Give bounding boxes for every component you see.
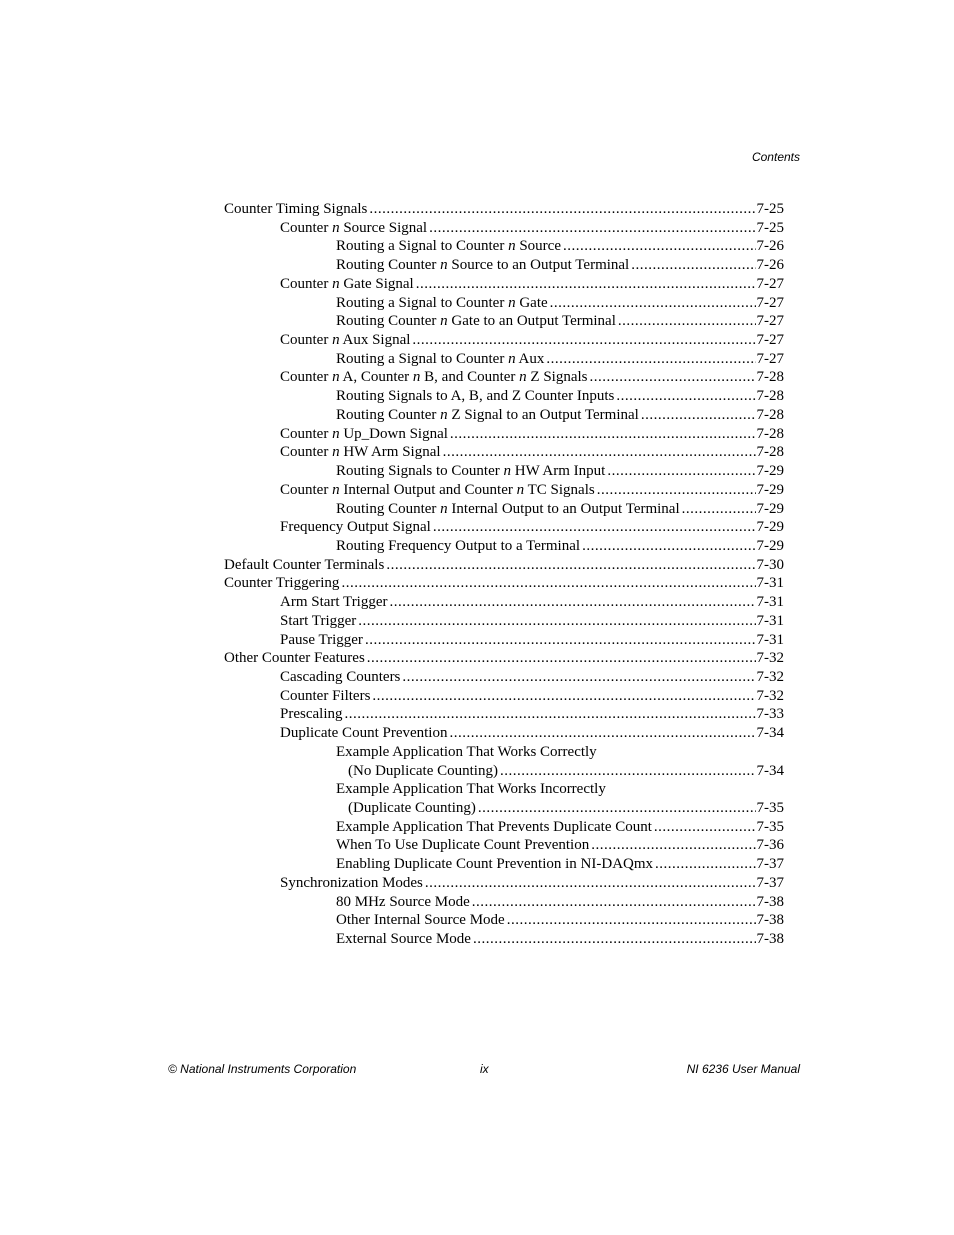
toc-leader-dots xyxy=(344,705,755,724)
toc-page-number: 7-27 xyxy=(756,350,784,367)
toc-entry[interactable] xyxy=(336,836,784,855)
toc-leader-dots xyxy=(500,762,756,781)
toc-leader-dots xyxy=(654,818,756,837)
toc-leader-dots xyxy=(341,574,755,593)
toc-entry[interactable] xyxy=(336,387,784,406)
toc-entry[interactable] xyxy=(280,275,784,294)
toc-page-number: 7-29 xyxy=(756,463,784,480)
toc-leader-dots xyxy=(367,649,756,668)
toc-page-number: 7-28 xyxy=(756,406,784,423)
toc-page-number: 7-29 xyxy=(756,519,784,536)
toc-leader-dots xyxy=(386,556,755,575)
toc-leader-dots xyxy=(590,368,756,387)
toc-page-number: 7-34 xyxy=(756,725,784,742)
toc-entry-title: Routing Counter n Source to an Output Terminal xyxy=(336,257,630,274)
toc-entry-title: Example Application That Prevents Duplicate Count xyxy=(336,818,652,835)
toc-entry[interactable] xyxy=(336,743,784,762)
toc-entry[interactable] xyxy=(336,294,784,313)
toc-leader-dots xyxy=(365,631,756,650)
toc-entry-title: Other Counter Features xyxy=(224,650,365,667)
toc-leader-dots xyxy=(591,836,755,855)
toc-page-number: 7-38 xyxy=(756,912,784,929)
toc-page-number: 7-28 xyxy=(756,369,784,386)
toc-page-number: 7-31 xyxy=(756,594,784,611)
toc-entry-title: Routing Counter n Gate to an Output Terminal xyxy=(336,313,616,330)
toc-page-number: 7-37 xyxy=(756,856,784,873)
toc-entry-title: Duplicate Count Prevention xyxy=(280,725,448,742)
toc-leader-dots xyxy=(443,443,756,462)
toc-page-number: 7-35 xyxy=(756,800,784,817)
toc-leader-dots xyxy=(369,200,755,219)
toc-page-number: 7-26 xyxy=(756,238,784,255)
toc-entry[interactable] xyxy=(224,556,784,575)
toc-leader-dots xyxy=(433,518,756,537)
toc-page-number: 7-38 xyxy=(756,893,784,910)
toc-page-number: 7-27 xyxy=(756,332,784,349)
toc-entry[interactable] xyxy=(224,200,784,219)
toc-page-number: 7-28 xyxy=(756,425,784,442)
toc-entry-title: Counter Triggering xyxy=(224,575,340,592)
toc-entry[interactable] xyxy=(280,705,784,724)
toc-entry-title: (No Duplicate Counting) xyxy=(348,762,498,779)
toc-page-number: 7-27 xyxy=(756,313,784,330)
toc-page-number: 7-35 xyxy=(756,818,784,835)
toc-entry[interactable] xyxy=(280,668,784,687)
toc-page-number: 7-25 xyxy=(756,219,784,236)
toc-entry[interactable] xyxy=(348,762,784,781)
toc-page-number: 7-29 xyxy=(756,537,784,554)
toc-entry[interactable] xyxy=(348,799,784,818)
toc-leader-dots xyxy=(402,668,755,687)
toc-entry[interactable] xyxy=(280,368,784,387)
toc-leader-dots xyxy=(429,219,755,238)
toc-leader-dots xyxy=(358,612,755,631)
toc-page-number: 7-25 xyxy=(756,201,784,217)
toc-page-number: 7-32 xyxy=(756,687,784,704)
toc-leader-dots xyxy=(597,481,756,500)
toc-entry-title: Pause Trigger xyxy=(280,631,363,648)
toc-entry[interactable] xyxy=(280,612,784,631)
toc-page-number: 7-33 xyxy=(756,706,784,723)
toc-leader-dots xyxy=(412,331,755,350)
toc-leader-dots xyxy=(631,256,755,275)
toc-leader-dots xyxy=(607,462,755,481)
toc-entry[interactable] xyxy=(336,537,784,556)
toc-entry-title: Routing Signals to A, B, and Z Counter Inputs xyxy=(336,388,615,405)
toc-entry-title: (Duplicate Counting) xyxy=(348,800,476,817)
toc-entry-title: Enabling Duplicate Count Prevention in NI-DAQmx xyxy=(336,856,654,873)
toc-entry-title: Prescaling xyxy=(280,706,343,723)
toc-leader-dots xyxy=(655,855,755,874)
toc-entry-title: Routing a Signal to Counter n Gate xyxy=(336,294,548,311)
toc-entry-title: Cascading Counters xyxy=(280,669,401,685)
toc-page-number: 7-30 xyxy=(756,556,784,573)
toc-page-number: 7-26 xyxy=(756,257,784,274)
toc-entry-title: When To Use Duplicate Count Prevention xyxy=(336,837,590,854)
toc-page-number: 7-28 xyxy=(756,444,784,461)
toc-entry[interactable] xyxy=(336,500,784,519)
toc-entry-title: Routing a Signal to Counter n Source xyxy=(336,238,561,255)
toc-entry[interactable] xyxy=(336,312,784,331)
toc-entry-title: Other Internal Source Mode xyxy=(336,912,505,929)
toc-page-number: 7-38 xyxy=(756,931,784,948)
toc-entry-title: Counter Timing Signals xyxy=(224,201,368,217)
toc-entry-title: Counter n Internal Output and Counter n TC Signals xyxy=(280,481,595,498)
toc-entry[interactable] xyxy=(280,425,784,444)
toc-entry-title: Routing Counter n Internal Output to an Output Terminal xyxy=(336,500,680,517)
footer-page-number: ix xyxy=(480,1062,489,1076)
toc-entry-title: Routing Frequency Output to a Terminal xyxy=(336,537,581,554)
toc-entry-title: Counter n Source Signal xyxy=(280,219,428,236)
toc-leader-dots xyxy=(425,874,756,893)
toc-page-number: 7-32 xyxy=(756,650,784,667)
toc-entry[interactable] xyxy=(336,462,784,481)
toc-entry[interactable] xyxy=(280,518,784,537)
toc-entry[interactable] xyxy=(280,593,784,612)
toc-leader-dots xyxy=(449,724,755,743)
toc-entry-title: Counter n A, Counter n B, and Counter n Z Signals xyxy=(280,369,588,386)
toc-entry[interactable] xyxy=(224,574,784,593)
toc-page-number: 7-37 xyxy=(756,874,784,891)
toc-entry-title: Counter Filters xyxy=(280,687,371,704)
toc-page-number: 7-32 xyxy=(756,669,784,685)
footer-manual-title: NI 6236 User Manual xyxy=(686,1062,800,1076)
toc-entry[interactable] xyxy=(336,818,784,837)
toc-leader-dots xyxy=(507,911,756,930)
toc-leader-dots xyxy=(450,425,756,444)
toc-leader-dots xyxy=(416,275,756,294)
toc-leader-dots xyxy=(472,893,756,912)
toc-entry[interactable] xyxy=(336,855,784,874)
toc-page-number: 7-29 xyxy=(756,500,784,517)
toc-leader-dots xyxy=(550,294,756,313)
toc-entry[interactable] xyxy=(336,256,784,275)
toc-leader-dots xyxy=(478,799,756,818)
toc-leader-dots xyxy=(563,237,756,256)
toc-entry-title: Routing a Signal to Counter n Aux xyxy=(336,350,545,367)
toc-entry-title: Example Application That Works Incorrectly xyxy=(336,781,606,798)
toc-entry-title: Routing Signals to Counter n HW Arm Input xyxy=(336,463,606,480)
toc-page-number: 7-29 xyxy=(756,481,784,498)
toc-leader-dots xyxy=(372,687,755,706)
toc-page-number: 7-31 xyxy=(756,612,784,629)
toc-entry[interactable] xyxy=(336,911,784,930)
toc-page-number: 7-31 xyxy=(756,631,784,648)
toc-entry-title: Default Counter Terminals xyxy=(224,556,385,573)
toc-entry-title: Synchronization Modes xyxy=(280,874,423,891)
toc-entry-title: Start Trigger xyxy=(280,612,357,629)
toc-entry[interactable] xyxy=(336,406,784,425)
toc-page-number: 7-28 xyxy=(756,388,784,405)
toc-leader-dots xyxy=(546,350,755,369)
toc-entry-title: Counter n Aux Signal xyxy=(280,332,411,349)
toc-page-number: 7-27 xyxy=(756,294,784,311)
running-header: Contents xyxy=(751,150,800,164)
toc-leader-dots xyxy=(618,312,756,331)
toc-entry[interactable] xyxy=(280,443,784,462)
toc-leader-dots xyxy=(473,930,756,949)
toc-entry-title: Example Application That Works Correctly xyxy=(336,743,597,760)
toc-entry[interactable] xyxy=(336,893,784,912)
toc-page-number: 7-27 xyxy=(756,275,784,292)
toc-entry[interactable] xyxy=(280,631,784,650)
toc-entry[interactable] xyxy=(280,874,784,893)
toc-page-number: 7-36 xyxy=(756,837,784,854)
toc-entry[interactable] xyxy=(336,350,784,369)
toc-entry[interactable] xyxy=(280,481,784,500)
toc-entry[interactable] xyxy=(280,724,784,743)
toc-page-number: 7-34 xyxy=(756,762,784,779)
toc-entry[interactable] xyxy=(280,687,784,706)
toc-entry-title: Arm Start Trigger xyxy=(280,594,388,611)
toc-entry[interactable] xyxy=(280,331,784,350)
toc-entry-title: Frequency Output Signal xyxy=(280,519,431,536)
toc-entry[interactable] xyxy=(336,930,784,949)
toc-entry[interactable] xyxy=(280,219,784,238)
footer-copyright: © National Instruments Corporation xyxy=(168,1062,357,1076)
toc-page-number: 7-31 xyxy=(756,575,784,592)
toc-entry-title: 80 MHz Source Mode xyxy=(336,893,470,910)
toc-leader-dots xyxy=(582,537,755,556)
toc-entry-title: Counter n Gate Signal xyxy=(280,275,414,292)
toc-leader-dots xyxy=(616,387,755,406)
toc-leader-dots xyxy=(682,500,756,519)
toc-entry-title: External Source Mode xyxy=(336,931,471,948)
toc-entry-title: Counter n HW Arm Signal xyxy=(280,444,441,461)
toc-entry-title: Routing Counter n Z Signal to an Output Terminal xyxy=(336,406,639,423)
toc-entry[interactable] xyxy=(336,237,784,256)
toc-leader-dots xyxy=(390,593,756,612)
toc-leader-dots xyxy=(641,406,756,425)
toc-entry[interactable] xyxy=(224,649,784,668)
toc-entry-title: Counter n Up_Down Signal xyxy=(280,425,448,442)
toc-entry[interactable] xyxy=(336,780,784,799)
